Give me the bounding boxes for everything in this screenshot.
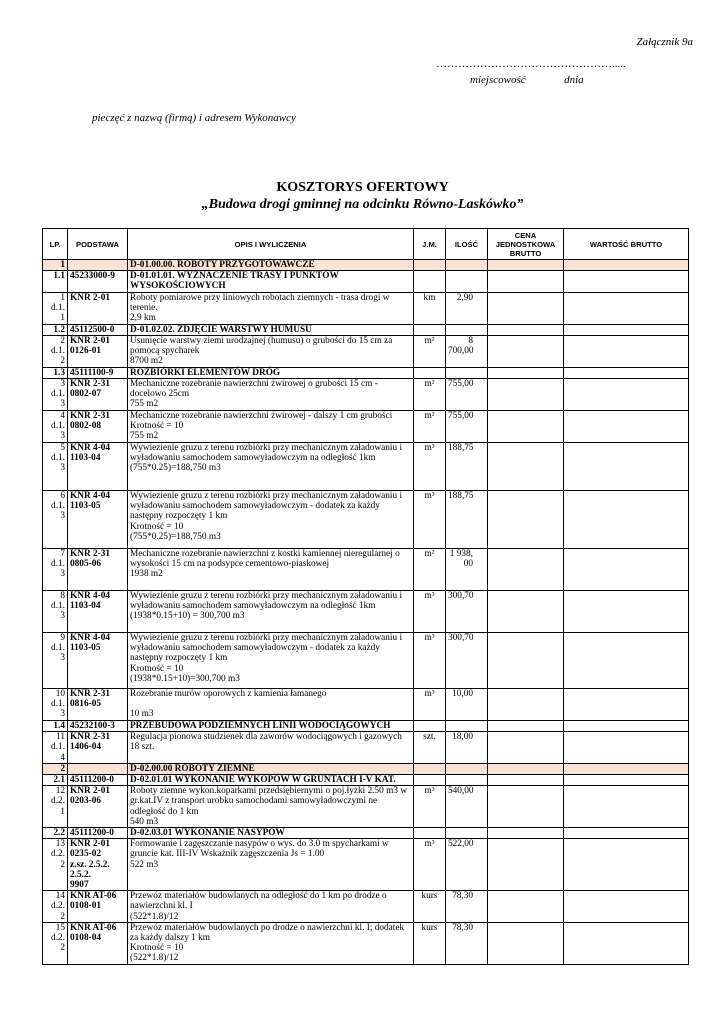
cell-lp: 2.1	[43, 775, 68, 786]
description-line: Wywiezienie gruzu z terenu rozbiórki przy mechanicznym załadowaniu i wyładowaniu samochodem samowyładowczym - dodatek za każdy następny rozpoczęty 1 km	[130, 633, 403, 664]
description-line: (1938*0.15+10)=300,700 m3	[130, 673, 240, 684]
cell-unit-price	[488, 689, 564, 721]
cell-quantity: 78,30	[446, 922, 488, 964]
cell-value	[564, 260, 689, 271]
description-line: 522 m3	[130, 859, 159, 870]
cell-unit	[414, 367, 446, 378]
table-header-row	[43, 229, 689, 260]
cell-description	[128, 775, 414, 786]
cell-basis: 45112500-0	[68, 324, 128, 335]
table-row	[43, 689, 689, 721]
col-header-lp: LP.	[43, 229, 68, 260]
cell-basis: KNR AT-06 0108-04	[68, 922, 128, 964]
col-header-unit-price: CENA JEDNOSTKOWA BRUTTO	[488, 229, 564, 260]
cell-quantity	[446, 324, 488, 335]
subsection-row	[43, 721, 689, 732]
cell-unit	[414, 775, 446, 786]
cell-lp: 3 d.1. 3	[43, 379, 68, 411]
description-line: 2,9 km	[130, 313, 156, 324]
description-line: Roboty ziemne wykon.koparkami przedsiębiernymi o poj.łyżki 2.50 m3 w gr.kat.IV z transport urobku samochodami samowyładowczymi ne odległość do 1 km	[130, 786, 408, 817]
description-line: Rozebranie murów oporowych z kamienia łamanego	[130, 689, 327, 700]
description-line: Formowanie i zagęszczanie nasypów o wys. do 3.0 m spycharkami w gruncie kat. III-IV Wskaźnik zagęszczenia Js = 1.00	[130, 839, 389, 860]
cell-quantity: 522,00	[446, 839, 488, 891]
cell-quantity	[446, 775, 488, 786]
cell-value	[564, 721, 689, 732]
cell-basis: KNR 2-31 0805-06	[68, 549, 128, 591]
cell-lp: 1.3	[43, 367, 68, 378]
cell-unit: m³	[414, 443, 446, 491]
cell-quantity: 10,00	[446, 689, 488, 721]
table-body	[43, 260, 689, 965]
description-line: D-01.01.01. WYZNACZENIE TRASY I PUNKTÓW WYSOKOŚCIOWYCH	[130, 271, 339, 292]
cell-value	[564, 763, 689, 774]
cell-quantity	[446, 828, 488, 839]
description-line: (522*1.8)/12	[130, 911, 179, 922]
cell-unit: m³	[414, 491, 446, 549]
cell-unit: m²	[414, 411, 446, 443]
cell-basis	[68, 260, 128, 271]
cell-basis: KNR 2-31 0816-05	[68, 689, 128, 721]
cell-unit: m²	[414, 379, 446, 411]
description-line: (755*0.25)=188,750 m3	[130, 463, 221, 474]
cell-unit-price	[488, 260, 564, 271]
cell-lp: 1.4	[43, 721, 68, 732]
cell-quantity: 188,75	[446, 443, 488, 491]
description-line: ROZBIÓRKI ELEMENTÓW DRÓG	[130, 367, 281, 378]
section-row	[43, 763, 689, 774]
cell-description	[128, 786, 414, 828]
cell-unit	[414, 828, 446, 839]
description-line: (755*0.25)=188,750 m3	[130, 531, 221, 542]
cell-value	[564, 891, 689, 923]
table-row	[43, 591, 689, 633]
description-line	[130, 474, 411, 484]
cell-quantity	[446, 367, 488, 378]
document-subtitle: „Budowa drogi gminnej na odcinku Równo-Laskówko”	[201, 197, 524, 212]
cell-value	[564, 367, 689, 378]
cell-description	[128, 763, 414, 774]
description-line: 755 m2	[130, 399, 159, 410]
cell-lp: 15 d.2. 2	[43, 922, 68, 964]
cell-value	[564, 379, 689, 411]
cell-value	[564, 775, 689, 786]
table-row	[43, 335, 689, 367]
cell-unit: kurs	[414, 922, 446, 964]
cell-description	[128, 549, 414, 591]
contractor-stamp-note: pieczęć z nazwą (firmą) i adresem Wykonawcy	[92, 112, 296, 124]
description-line: Przewóz materiałów budowlanych na odległość do 1 km po drodze o nawierzchni kl. I	[130, 891, 387, 912]
cell-unit-price	[488, 922, 564, 964]
description-line	[130, 699, 411, 709]
cell-value	[564, 549, 689, 591]
cell-description	[128, 828, 414, 839]
cell-unit-price	[488, 591, 564, 633]
cell-lp: 2	[43, 763, 68, 774]
cell-description	[128, 891, 414, 923]
cell-unit-price	[488, 763, 564, 774]
cell-unit-price	[488, 891, 564, 923]
cell-unit	[414, 721, 446, 732]
cell-quantity	[446, 260, 488, 271]
document-title: KOSZTORYS OFERTOWY	[276, 180, 449, 195]
cell-description	[128, 324, 414, 335]
description-line: 8700 m2	[130, 356, 163, 367]
cell-unit-price	[488, 633, 564, 689]
table-row	[43, 491, 689, 549]
description-line: D-02.01.01 WYKONANIE WYKOPÓW W GRUNTACH I-V KAT.	[130, 775, 396, 786]
cell-unit-price	[488, 839, 564, 891]
cell-quantity: 1 938, 00	[446, 549, 488, 591]
cell-quantity: 300,70	[446, 633, 488, 689]
cell-unit	[414, 763, 446, 774]
cell-basis: KNR AT-06 0108-01	[68, 891, 128, 923]
cell-unit: m³	[414, 633, 446, 689]
cell-basis: 45111200-0	[68, 775, 128, 786]
cell-description	[128, 839, 414, 891]
table-row	[43, 891, 689, 923]
cell-description	[128, 379, 414, 411]
cell-unit: m³	[414, 591, 446, 633]
cell-lp: 2.2	[43, 828, 68, 839]
cell-lp: 5 d.1. 3	[43, 443, 68, 491]
cell-value	[564, 689, 689, 721]
table-row	[43, 922, 689, 964]
cell-description	[128, 689, 414, 721]
cell-description	[128, 292, 414, 324]
cell-unit-price	[488, 732, 564, 764]
cell-quantity: 2,90	[446, 292, 488, 324]
cell-quantity: 300,70	[446, 591, 488, 633]
cell-lp: 13 d.2. 2	[43, 839, 68, 891]
cell-unit	[414, 260, 446, 271]
cell-quantity	[446, 763, 488, 774]
cell-basis: KNR 2-31 0802-08	[68, 411, 128, 443]
cell-lp: 10 d.1. 3	[43, 689, 68, 721]
cell-lp: 12 d.2. 1	[43, 786, 68, 828]
cell-description	[128, 922, 414, 964]
cell-unit-price	[488, 335, 564, 367]
cell-description	[128, 367, 414, 378]
description-line: Usunięcie warstwy ziemi urodzajnej (humusu) o grubości do 15 cm za pomocą spycharek	[130, 335, 393, 357]
cell-value	[564, 591, 689, 633]
cell-description	[128, 633, 414, 689]
cell-basis: KNR 2-31 0802-07	[68, 379, 128, 411]
cell-quantity: 8 700,00	[446, 335, 488, 367]
cell-description	[128, 491, 414, 549]
cell-unit-price	[488, 775, 564, 786]
cell-quantity: 755,00	[446, 379, 488, 411]
cell-unit: szt.	[414, 732, 446, 764]
cell-unit: m²	[414, 335, 446, 367]
cell-basis	[68, 763, 128, 774]
cell-description	[128, 271, 414, 292]
description-line: Przewóz materiałów budowlanych po drodze o nawierzchni kl. I; dodatek za każdy dalszy 1 km	[130, 922, 405, 944]
cell-value	[564, 839, 689, 891]
cell-description	[128, 411, 414, 443]
cell-value	[564, 732, 689, 764]
cell-lp: 1.2	[43, 324, 68, 335]
col-header-basis: PODSTAWA	[68, 229, 128, 260]
cell-basis: KNR 4-04 1103-05	[68, 491, 128, 549]
description-line: D-01.00.00. ROBOTY PRZYGOTOWAWCZE	[130, 260, 315, 270]
cell-unit: kurs	[414, 891, 446, 923]
description-line: 540 m3	[130, 816, 159, 827]
cell-value	[564, 324, 689, 335]
cell-quantity: 540,00	[446, 786, 488, 828]
cell-unit	[414, 271, 446, 292]
description-line: (1938*0.15+10) = 300,700 m3	[130, 611, 245, 622]
cell-unit-price	[488, 828, 564, 839]
table-row	[43, 411, 689, 443]
cell-unit: km	[414, 292, 446, 324]
cell-basis: KNR 2-01	[68, 292, 128, 324]
description-line: 18 szt.	[130, 742, 155, 753]
cell-lp: 14 d.2. 2	[43, 891, 68, 923]
cell-lp: 1.1	[43, 271, 68, 292]
cell-unit: m²	[414, 549, 446, 591]
cell-basis: KNR 4-04 1103-04	[68, 443, 128, 491]
table-row	[43, 786, 689, 828]
cell-basis: 45111100-9	[68, 367, 128, 378]
cell-value	[564, 271, 689, 292]
col-header-quantity: ILOŚĆ	[446, 229, 488, 260]
cell-value	[564, 335, 689, 367]
subsection-row	[43, 271, 689, 292]
subsection-row	[43, 775, 689, 786]
description-line: PRZEBUDOWA PODZIEMNYCH LINII WODOCIĄGOWYCH	[130, 721, 391, 732]
cell-basis: KNR 4-04 1103-05	[68, 633, 128, 689]
col-header-unit: J.M.	[414, 229, 446, 260]
cell-unit-price	[488, 292, 564, 324]
table-row	[43, 732, 689, 764]
table-row	[43, 633, 689, 689]
cell-unit-price	[488, 549, 564, 591]
description-line: Mechaniczne rozebranie nawierzchni z kostki kamiennej nieregularnej o wysokości 15 cm na podsypce cementowo-piaskowej	[130, 549, 400, 570]
cell-unit-price	[488, 379, 564, 411]
description-line: Krotność = 10	[130, 943, 184, 954]
description-line: (522*1.8)/12	[130, 953, 179, 964]
cell-quantity: 755,00	[446, 411, 488, 443]
cell-lp: 4 d.1. 3	[43, 411, 68, 443]
cell-description	[128, 443, 414, 491]
table-row	[43, 839, 689, 891]
cell-value	[564, 633, 689, 689]
description-line: D-02.00.00 ROBOTY ZIEMNE	[130, 763, 255, 774]
table-row	[43, 292, 689, 324]
cell-unit-price	[488, 443, 564, 491]
cell-lp: 7 d.1. 3	[43, 549, 68, 591]
cell-description	[128, 335, 414, 367]
cell-basis: 45111200-0	[68, 828, 128, 839]
cell-lp: 9 d.1. 3	[43, 633, 68, 689]
description-line: 10 m3	[130, 709, 154, 720]
cell-unit: m³	[414, 839, 446, 891]
description-line: Regulacja pionowa studzienek dla zaworów wodociągowych i gazowych	[130, 732, 402, 743]
cell-unit-price	[488, 271, 564, 292]
cell-quantity: 18,00	[446, 732, 488, 764]
cell-value	[564, 411, 689, 443]
cell-unit	[414, 324, 446, 335]
cell-unit-price	[488, 491, 564, 549]
cell-basis: KNR 2-31 1406-04	[68, 732, 128, 764]
description-line: Wywiezienie gruzu z terenu rozbiórki przy mechanicznym załadowaniu i wyładowaniu samochodem samowyładowczym - dodatek za każdy następny rozpoczęty 1 km	[130, 491, 403, 522]
cell-lp: 2 d.1. 2	[43, 335, 68, 367]
section-row	[43, 260, 689, 271]
subsection-row	[43, 324, 689, 335]
description-line: Wywiezienie gruzu z terenu rozbiórki przy mechanicznym załadowaniu i wyładowaniu samochodem samowyładowczym na odległość 1km	[130, 443, 403, 464]
cell-basis: 45232100-3	[68, 721, 128, 732]
description-line: Wywiezienie gruzu z terenu rozbiórki przy mechanicznym załadowaniu i wyładowaniu samochodem samowyładowczym na odległość 1km	[130, 591, 403, 612]
cell-value	[564, 828, 689, 839]
col-header-value: WARTOŚĆ BRUTTO	[564, 229, 689, 260]
description-line	[130, 622, 411, 632]
cost-estimate-table	[42, 228, 689, 965]
cell-value	[564, 922, 689, 964]
cell-description	[128, 591, 414, 633]
cell-unit-price	[488, 324, 564, 335]
description-line: Mechaniczne rozebranie nawierzchni żwirowej - dalszy 1 cm grubości	[130, 411, 393, 422]
col-header-description: OPIS I WYLICZENIA	[128, 229, 414, 260]
cell-unit-price	[488, 786, 564, 828]
place-date-dots: ………………………………………….....	[436, 58, 626, 70]
cell-description	[128, 260, 414, 271]
description-line: 1938 m2	[130, 569, 163, 580]
cell-unit-price	[488, 411, 564, 443]
table-row	[43, 379, 689, 411]
cell-description	[128, 721, 414, 732]
cell-quantity: 188,75	[446, 491, 488, 549]
cell-basis: KNR 2-01 0203-06	[68, 786, 128, 828]
description-line: D-01.02.02. ZDJĘCIE WARSTWY HUMUSU	[130, 324, 312, 335]
cell-unit: m³	[414, 689, 446, 721]
cell-quantity: 78,30	[446, 891, 488, 923]
description-line: Krotność = 10	[130, 663, 184, 674]
description-line: Mechaniczne rozebranie nawierzchni żwirowej o grubości 15 cm - docelowo 25cm	[130, 379, 378, 400]
description-line: 755 m2	[130, 431, 159, 442]
cell-lp: 1	[43, 260, 68, 271]
cell-description	[128, 732, 414, 764]
cell-basis: KNR 4-04 1103-04	[68, 591, 128, 633]
cell-unit-price	[488, 721, 564, 732]
description-line: Krotność = 10	[130, 421, 184, 432]
cell-value	[564, 786, 689, 828]
cell-unit-price	[488, 367, 564, 378]
table-row	[43, 549, 689, 591]
cell-value	[564, 292, 689, 324]
subsection-row	[43, 828, 689, 839]
cell-value	[564, 491, 689, 549]
cell-lp: 6 d.1. 3	[43, 491, 68, 549]
cell-quantity	[446, 721, 488, 732]
cell-lp: 1 d.1. 1	[43, 292, 68, 324]
attachment-label: Załącznik 9a	[636, 36, 693, 48]
cell-basis: KNR 2-01 0235-02 z.sz. 2.5.2. 2.5.2. 9907	[68, 839, 128, 891]
description-line: Krotność = 10	[130, 521, 184, 532]
table-row	[43, 443, 689, 491]
place-date-caption: miejscowość dnia	[470, 74, 584, 86]
cell-basis: 45233000-9	[68, 271, 128, 292]
description-line: D-02.03.01 WYKONANIE NASYPÓW	[130, 828, 285, 839]
cell-lp: 8 d.1. 3	[43, 591, 68, 633]
description-line	[130, 580, 411, 590]
description-line: Roboty pomiarowe przy liniowych robotach ziemnych - trasa drogi w terenie.	[130, 292, 390, 313]
cell-quantity	[446, 271, 488, 292]
cell-lp: 11 d.1. 4	[43, 732, 68, 764]
cell-basis: KNR 2-01 0126-01	[68, 335, 128, 367]
subsection-row	[43, 367, 689, 378]
cell-value	[564, 443, 689, 491]
cell-unit: m³	[414, 786, 446, 828]
